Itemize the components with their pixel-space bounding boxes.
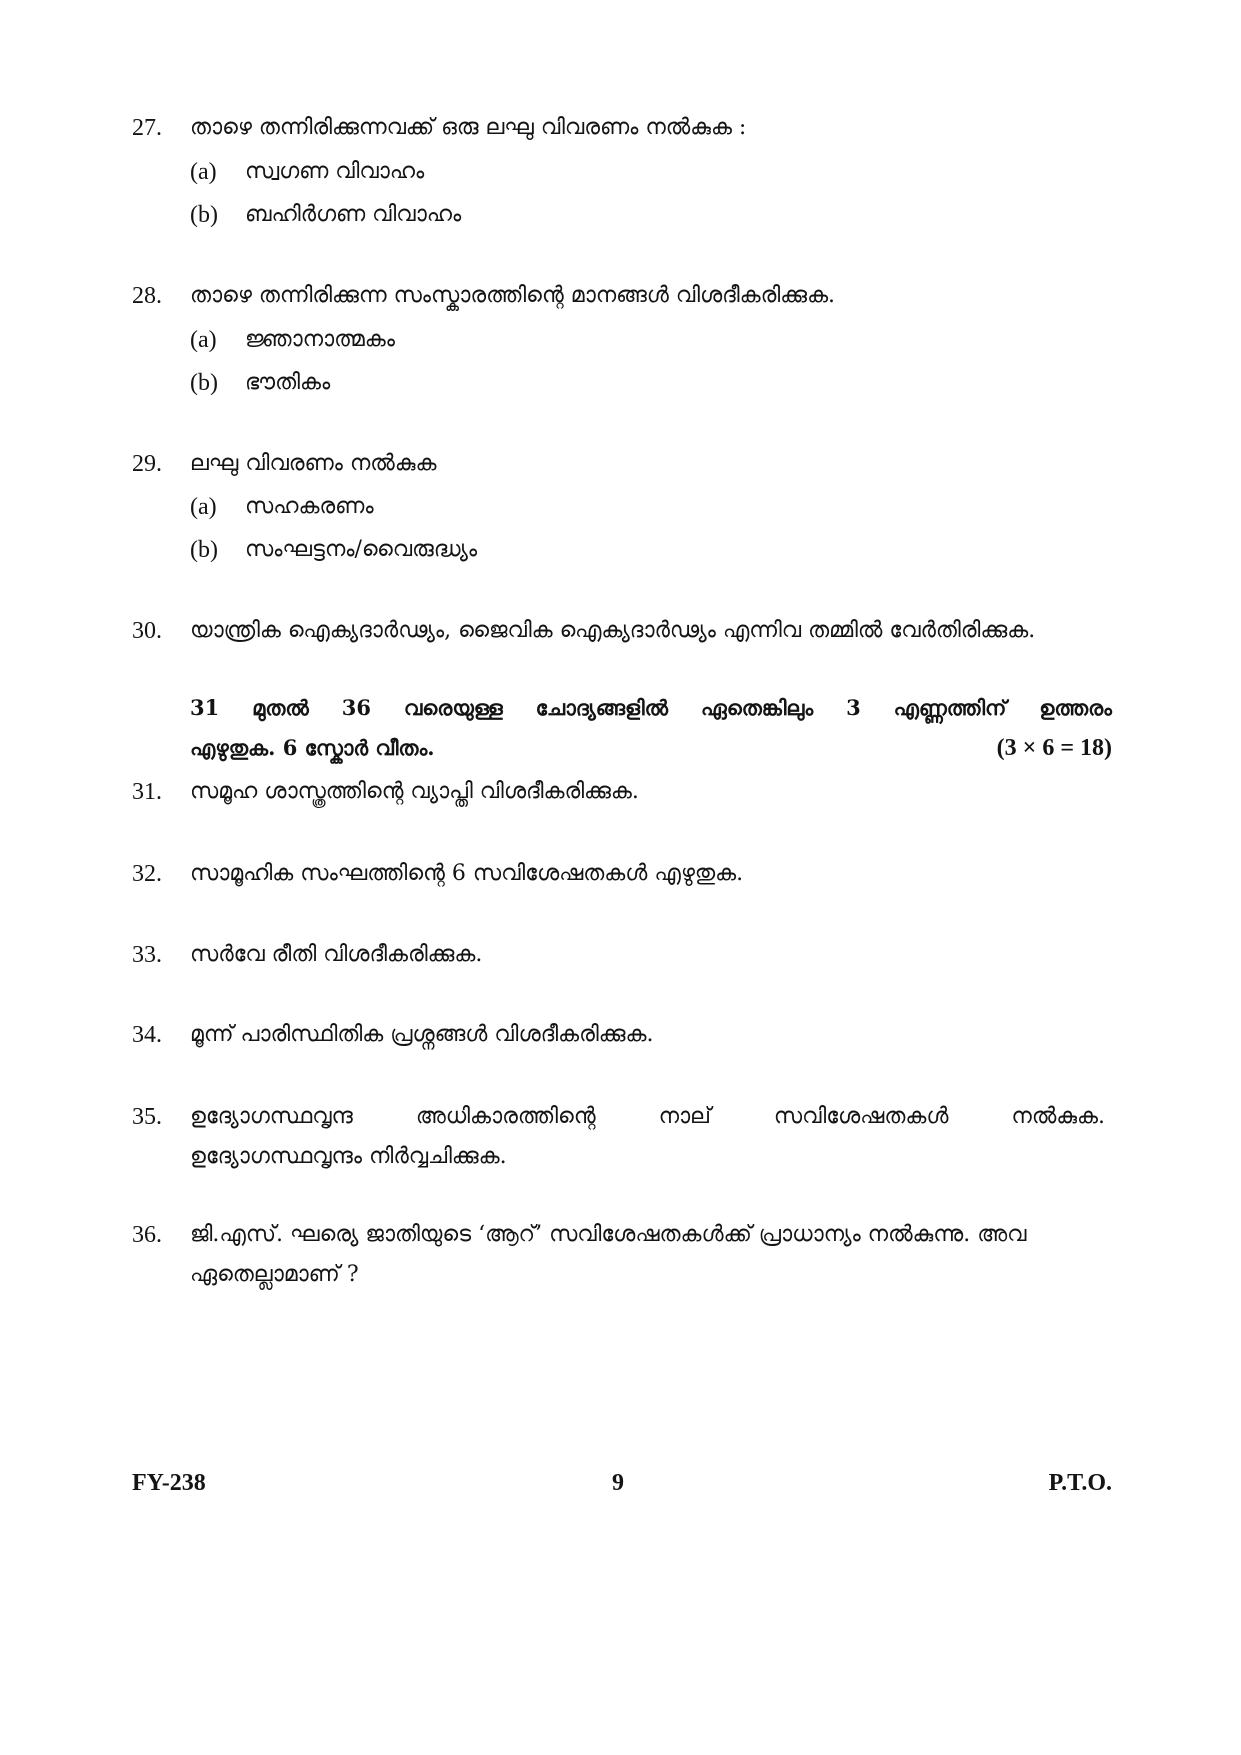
instruction-word: 3 <box>846 695 861 720</box>
question-line-2: ഏതെല്ലാമാണ് ? <box>190 1262 359 1287</box>
question-line-1 <box>190 1097 1105 1137</box>
question-word: സവിശേഷതകൾ <box>773 1104 949 1129</box>
part-text: സഹകരണം <box>245 494 374 519</box>
part-label: (a) <box>190 327 217 353</box>
question-number: 31. <box>132 779 162 805</box>
question-text-block <box>190 1097 1105 1177</box>
question-number: 34. <box>132 1022 162 1048</box>
instruction-word: മുതൽ <box>252 695 309 720</box>
part-label: (a) <box>190 494 217 520</box>
question-text: മൂന്ന് പാരിസ്ഥിതിക പ്രശ്നങ്ങൾ വിശദീകരിക്കുക. <box>190 1022 654 1047</box>
question-text: താഴെ തന്നിരിക്കുന്നവക്ക് ഒരു ലഘു വിവരണം നൽകുക : <box>190 115 747 140</box>
part-text: ജ്ഞാനാത്മകം <box>245 327 395 352</box>
part-text: ബഹിർഗണ വിവാഹം <box>245 202 462 227</box>
instruction-word: ഉത്തരം <box>1039 695 1112 720</box>
question-number: 35. <box>132 1104 162 1130</box>
question-word: നൽകുക. <box>1011 1104 1105 1129</box>
part-text: സംഘട്ടനം/വൈരുദ്ധ്യം <box>245 537 478 562</box>
question-text: സർവേ രീതി വിശദീകരിക്കുക. <box>190 942 483 967</box>
instruction-word: എണ്ണത്തിന് <box>893 695 1007 720</box>
question-text: യാന്ത്രിക ഐക്യദാർഢ്യം, ജൈവിക ഐക്യദാർഢ്യം എന്നിവ തമ്മിൽ വേർതിരിക്കുക. <box>190 618 1036 643</box>
question-number: 33. <box>132 942 162 968</box>
question-number: 27. <box>132 115 162 141</box>
question-number: 29. <box>132 451 162 477</box>
part-text: സ്വഗണ വിവാഹം <box>245 159 425 184</box>
instruction-word: ഏതെങ്കിലും <box>700 695 814 720</box>
question-line-2: ഉദ്യോഗസ്ഥവൃന്ദം നിർവ്വചിക്കുക. <box>190 1144 507 1169</box>
question-36 <box>132 1215 1112 1295</box>
question-number: 36. <box>132 1222 162 1248</box>
instruction-word: 31 <box>190 695 220 720</box>
instruction-word: 36 <box>341 695 371 720</box>
paper-code: FY-238 <box>132 1470 206 1496</box>
instruction-line-2 <box>190 728 1112 768</box>
question-word: അധികാരത്തിന്റെ <box>415 1104 596 1129</box>
part-label: (b) <box>190 537 218 563</box>
question-number: 32. <box>132 861 162 887</box>
instruction-word: വരെയുള്ള <box>403 695 503 720</box>
question-text-block <box>190 1215 1105 1295</box>
question-number: 30. <box>132 618 162 644</box>
part-label: (b) <box>190 202 218 228</box>
section-instruction <box>190 688 1112 768</box>
marks-label: (3 × 6 = 18) <box>996 735 1112 761</box>
page-number: 9 <box>612 1470 624 1496</box>
instruction-text: എഴുതുക. 6 സ്കോർ വീതം. <box>190 735 435 760</box>
question-35 <box>132 1097 1112 1177</box>
instruction-line-1 <box>190 688 1112 728</box>
question-text: സമൂഹ ശാസ്ത്രത്തിന്റെ വ്യാപ്തി വിശദീകരിക്കുക. <box>190 779 639 804</box>
question-text: ലഘു വിവരണം നൽകുക <box>190 451 437 476</box>
question-word: ഉദ്യോഗസ്ഥവൃന്ദ <box>190 1104 353 1129</box>
part-text: ഭൗതികം <box>245 370 331 395</box>
part-label: (b) <box>190 370 218 396</box>
part-label: (a) <box>190 159 217 185</box>
question-text: താഴെ തന്നിരിക്കുന്ന സംസ്കാരത്തിന്റെ മാനങ്ങൾ വിശദീകരിക്കുക. <box>190 283 836 308</box>
question-number: 28. <box>132 283 162 309</box>
instruction-word: ചോദ്യങ്ങളിൽ <box>535 695 668 720</box>
question-line-1: ജി.എസ്. ഘര്യെ ജാതിയുടെ ‘ആറ്’ സവിശേഷതകൾക്ക് പ്രാധാന്യം നൽകുന്നു. അവ <box>190 1222 1027 1247</box>
pto-label: P.T.O. <box>1048 1470 1112 1496</box>
question-text: സാമൂഹിക സംഘത്തിന്റെ 6 സവിശേഷതകൾ എഴുതുക. <box>190 861 744 886</box>
question-word: നാല് <box>658 1104 711 1129</box>
